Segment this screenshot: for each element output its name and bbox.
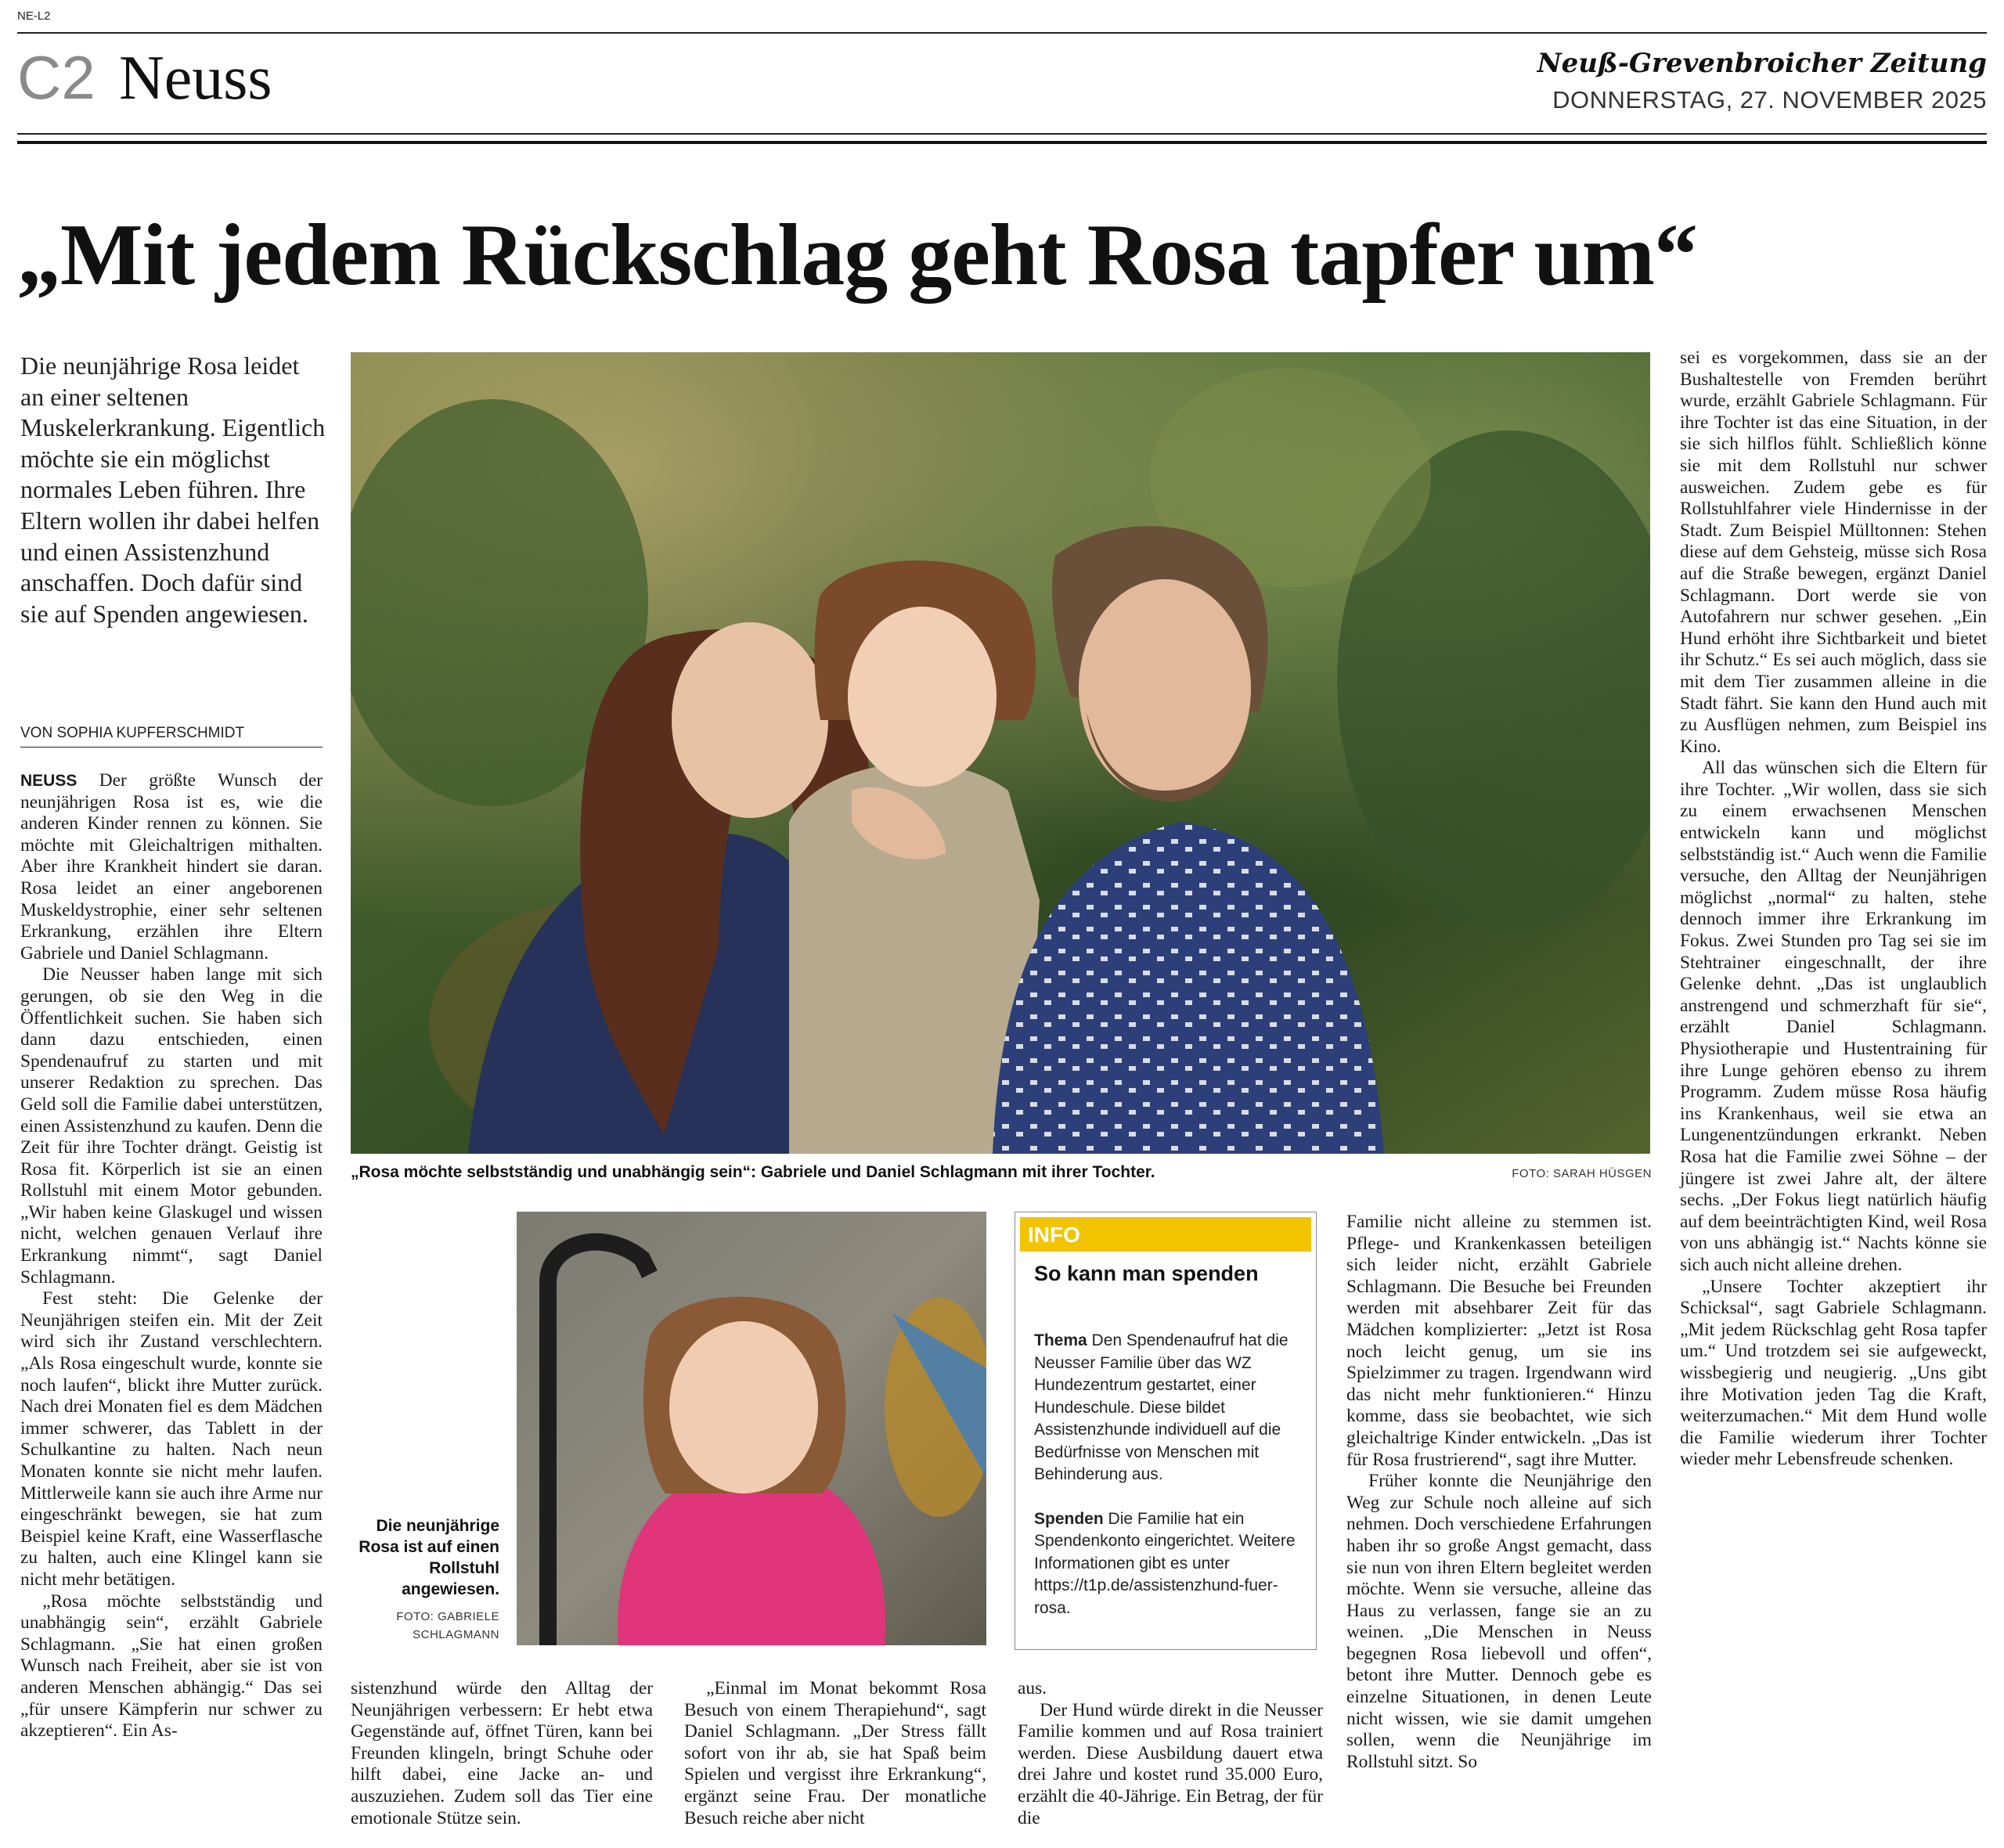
info-label-bar — [1020, 1217, 1311, 1252]
article-paragraph: „Rosa möchte selbstständig und unabhängig sein“, erzählt Gabriele Schlagmann. „Sie hat einen großen Wunsch nach Freiheit, aber sie ist von anderen Menschen abhängig.“ Das sei „für unsere Kämpferin nur schwer zu akzeptieren“. Ein As- — [20, 1590, 323, 1742]
top-rule — [17, 32, 1987, 34]
info-spenden-label: Spenden — [1034, 1509, 1104, 1528]
article-paragraph: Der Hund würde direkt in die Neusser Familie kommen und auf Rosa trainiert werden. Diese Ausbildung dauert etwa drei Jahre und kostet rund 35.000 Euro, erzählt die 40-Jährige. Ein Betrag, der für die — [1018, 1699, 1323, 1828]
article-paragraph: sistenzhund würde den Alltag der Neunjährigen verbessern: Er hebt etwa Gegenstände auf, öffnet Türen, kann bei Freunden klingeln, bringt Schuhe oder hilft dabei, eine Jacke an- und auszuziehen. Zudem soll das Tier eine emotionale Stütze sein. — [351, 1678, 653, 1828]
donation-link[interactable]: https://t1p.de/assistenzhund-fuer-rosa. — [1034, 1576, 1278, 1617]
rosa-photo — [517, 1212, 986, 1645]
small-photo-caption: Die neunjährige Rosa ist auf einen Rollstuhl angewiesen. — [359, 1517, 499, 1598]
article-column-4b — [1346, 1212, 1652, 1773]
masthead-rule — [17, 133, 1987, 135]
family-photo-image — [351, 352, 1650, 1154]
main-photo-caption: „Rosa möchte selbstständig und unabhängig sein“: Gabriele und Daniel Schlagmann mit ihrer Tochter. — [351, 1163, 1155, 1181]
info-body — [1034, 1330, 1305, 1641]
info-spenden-text: Die Familie hat ein Spendenkonto eingerichtet. Weitere Informationen gibt es unter — [1034, 1509, 1296, 1572]
article-column-5 — [1680, 348, 1987, 1471]
dateline: NEUSS — [20, 772, 77, 790]
info-spenden — [1034, 1508, 1305, 1620]
page-code: NE-L2 — [17, 9, 51, 23]
small-photo-credit: FOTO: GABRIELE SCHLAGMANN — [396, 1610, 499, 1641]
article-paragraph: Fest steht: Die Gelenke der Neunjährigen steifen ein. Mit der Zeit wird sich ihr Zustand verschlechtern. „Als Rosa eingeschult wurde, konnte sie noch laufen“, blickt ihre Mutter zurück. Nach drei Monaten fiel es dem Mädchen immer schwerer, das Tablett in der Schulkantine zu halten. Nach neun Monaten konnte sie nicht mehr laufen. Mittlerweile kann sie auch ihre Arme nur eingeschränkt bewegen, sie hat zum Beispiel keine Kraft, eine Wasserflasche zu halten, auch eine Klingel kann sie nicht mehr betätigen. — [20, 1288, 323, 1590]
family-photo — [351, 352, 1650, 1154]
article-paragraph: All das wünschen sich die Eltern für ihre Tochter. „Wir wollen, dass sie sich zu einem erwachsenen Menschen entwickeln kann und möglichst selbstständig ist.“ Auch wenn die Familie versuche, den Alltag der Neunjährigen möglichst „normal“ zu halten, stehe dennoch immer ihre Erkrankung im Fokus. Zwei Stunden pro Tag sei sie im Stehtrainer eingeschnallt, der ihre Gelenke dehnt. „Das ist unglaublich anstrengend und schmerzhaft für sie“, erzählt Daniel Schlagmann. Physiotherapie und Hustentraining für ihre Lunge gehören ebenso zu ihrem Programm. Zudem müsse Rosa häufig ins Krankenhaus, weil sie etwa an Lungenentzündungen erkrankt. Neben Rosa hat die Familie zwei Söhne – der jüngere ist zwei Jahre alt, der ältere sechs. „Der Fokus liegt natürlich häufig auf dem beeinträchtigten Kind, weil Rosa von uns abhängig ist.“ Nachts könne sie sich auch nicht alleine drehen. — [1680, 758, 1987, 1275]
article-paragraph — [20, 770, 323, 964]
info-box — [1015, 1212, 1317, 1650]
article-paragraph: „Unsere Tochter akzeptiert ihr Schicksal“, sagt Gabriele Schlagmann. „Mit jedem Rückschlag geht Rosa tapfer um.“ Und trotzdem sei sie aufgeweckt, wissbegierig und neugierig. „Uns gibt ihre Motivation jeden Tag die Kraft, weiterzumachen.“ Mit dem Hund wolle die Familie wiederum ihrer Tochter wieder mehr Lebensfreude schenken. — [1680, 1276, 1987, 1470]
article-column-4a — [1018, 1678, 1323, 1829]
article-paragraph: aus. — [1018, 1678, 1047, 1699]
article-paragraph: „Einmal im Monat bekommt Rosa Besuch von einem Therapiehund“, sagt Daniel Schlagmann. „Der Stress fällt sofort von ihr ab, sie hat Spaß beim Spielen und vergisst ihre Erkrankung“, ergänzt seine Frau. Der monatliche Besuch reiche aber nicht — [684, 1678, 986, 1828]
article-paragraph: Familie nicht alleine zu stemmen ist. Pflege- und Krankenkassen beteiligen sich leider nicht, erzählt Gabriele Schlagmann. Die Besuche bei Freunden werden mit absehbarer Zeit für das Mädchen komplizierter: „Jetzt ist Rosa noch leicht genug, um sie ins Spielzimmer zu tragen. Irgendwann wird das nicht mehr funktionieren.“ Hinzu komme, dass sie beobachtet, wie sich gleichaltrige Kinder entwickeln. „Das ist für Rosa frustrierend“, sagt ihre Mutter. — [1346, 1212, 1652, 1470]
newspaper-name: Neuß-Grevenbroicher Zeitung — [1537, 48, 1987, 79]
issue-date: DONNERSTAG, 27. NOVEMBER 2025 — [1552, 86, 1987, 113]
article-paragraph: Die Neusser haben lange mit sich gerungen, ob sie den Weg in die Öffentlichkeit suchen. Sie haben sich dann dazu entschieden, einen Spendenaufruf zu starten und mit unserer Redaktion zu sprechen. Das Geld soll die Familie dabei unterstützen, einen Assistenzhund zu kaufen. Denn die Zeit für ihre Tochter drängt. Geistig ist Rosa fit. Körperlich ist sie an einen Rollstuhl mit einem Motor gebunden. „Wir haben keine Glaskugel und wissen nicht, welchen genauen Verlauf ihre Erkrankung nimmt“, sagt Daniel Schlagmann. — [20, 964, 323, 1288]
article-lead: Die neunjährige Rosa leidet an einer seltenen Muskelerkrankung. Eigentlich möchte sie ein möglichst normales Leben führen. Ihre Eltern wollen ihr dabei helfen und einen Assistenzhund anschaffen. Doch dafür sind sie auf Spenden angewiesen. — [20, 351, 326, 628]
rosa-photo-image — [517, 1212, 986, 1645]
article-column-2 — [351, 1678, 653, 1829]
info-thema-label: Thema — [1034, 1331, 1087, 1349]
info-thema-text: Den Spendenaufruf hat die Neusser Familie über das WZ Hundezentrum gestartet, einer Hundeschule. Diese bildet Assistenzhunde individuell auf die Bedürfnisse von Menschen mit Behinderung aus. — [1034, 1331, 1289, 1483]
article-column-3 — [684, 1678, 986, 1829]
info-title: So kann man spenden — [1034, 1262, 1259, 1285]
article-paragraph: sei es vorgekommen, dass sie an der Bushaltestelle von Fremden berührt wurde, erzählt Gabriele Schlagmann. Für ihre Tochter ist das eine Situation, in der sie sich hilflos fühlt. Schließlich könne sie mit dem Rollstuhl nur schwer ausweichen. Zudem gebe es für Rollstuhlfahrer viele Hindernisse in der Stadt. Zum Beispiel Mülltonnen: Stehen diese auf dem Gehsteig, müsse sich Rosa auf die Straße bewegen, ergänzt Daniel Schlagmann. Dort werde sie von Autofahrern nur schwer gesehen. „Ein Hund erhöht ihre Sichtbarkeit und bietet ihr Schutz.“ Es sei auch möglich, dass sie mit dem Tier zusammen alleine in die Stadt fährt. Sie kann den Hund auch mit zu Ausflügen nehmen, zum Beispiel ins Kino. — [1680, 348, 1987, 757]
section-name: Neuss — [119, 44, 272, 113]
article-column-1 — [20, 770, 323, 1742]
paragraph-text: Der größte Wunsch der neunjährigen Rosa ist es, wie die anderen Kinder rennen zu können. Sie möchte mit Gleichaltrigen mithalten. Aber ihre Krankheit hindert sie daran. Rosa leidet an einer angeborenen Muskeldystrophie, einer sehr seltenen Erkrankung, erzählen ihre Eltern Gabriele und Daniel Schlagmann. — [20, 770, 323, 964]
byline: VON SOPHIA KUPFERSCHMIDT — [20, 725, 323, 747]
info-thema — [1034, 1330, 1305, 1486]
article-headline: „Mit jedem Rückschlag geht Rosa tapfer um“ — [17, 207, 1697, 304]
section-number: C2 — [17, 43, 96, 112]
masthead-rule-thick — [17, 141, 1987, 144]
info-label: INFO — [1028, 1223, 1080, 1247]
main-photo-credit: FOTO: SARAH HÜSGEN — [1512, 1167, 1652, 1180]
article-paragraph: Früher konnte die Neunjährige den Weg zur Schule noch alleine auf sich nehmen. Doch verschiedene Erfahrungen haben ihr so große Angst gemacht, dass sie nun von ihren Eltern begleitet werden möchte. Wenn sie versuche, alleine das Haus zu verlassen, fange sie an zu weinen. „Die Menschen in Neuss begegnen Rosa liebevoll und offen“, betont ihre Mutter. Dennoch gebe es einzelne Situationen, in denen Leute nicht wissen, wie sie damit umgehen sollen, wenn die Neunjährige im Rollstuhl sitzt. So — [1346, 1471, 1652, 1772]
